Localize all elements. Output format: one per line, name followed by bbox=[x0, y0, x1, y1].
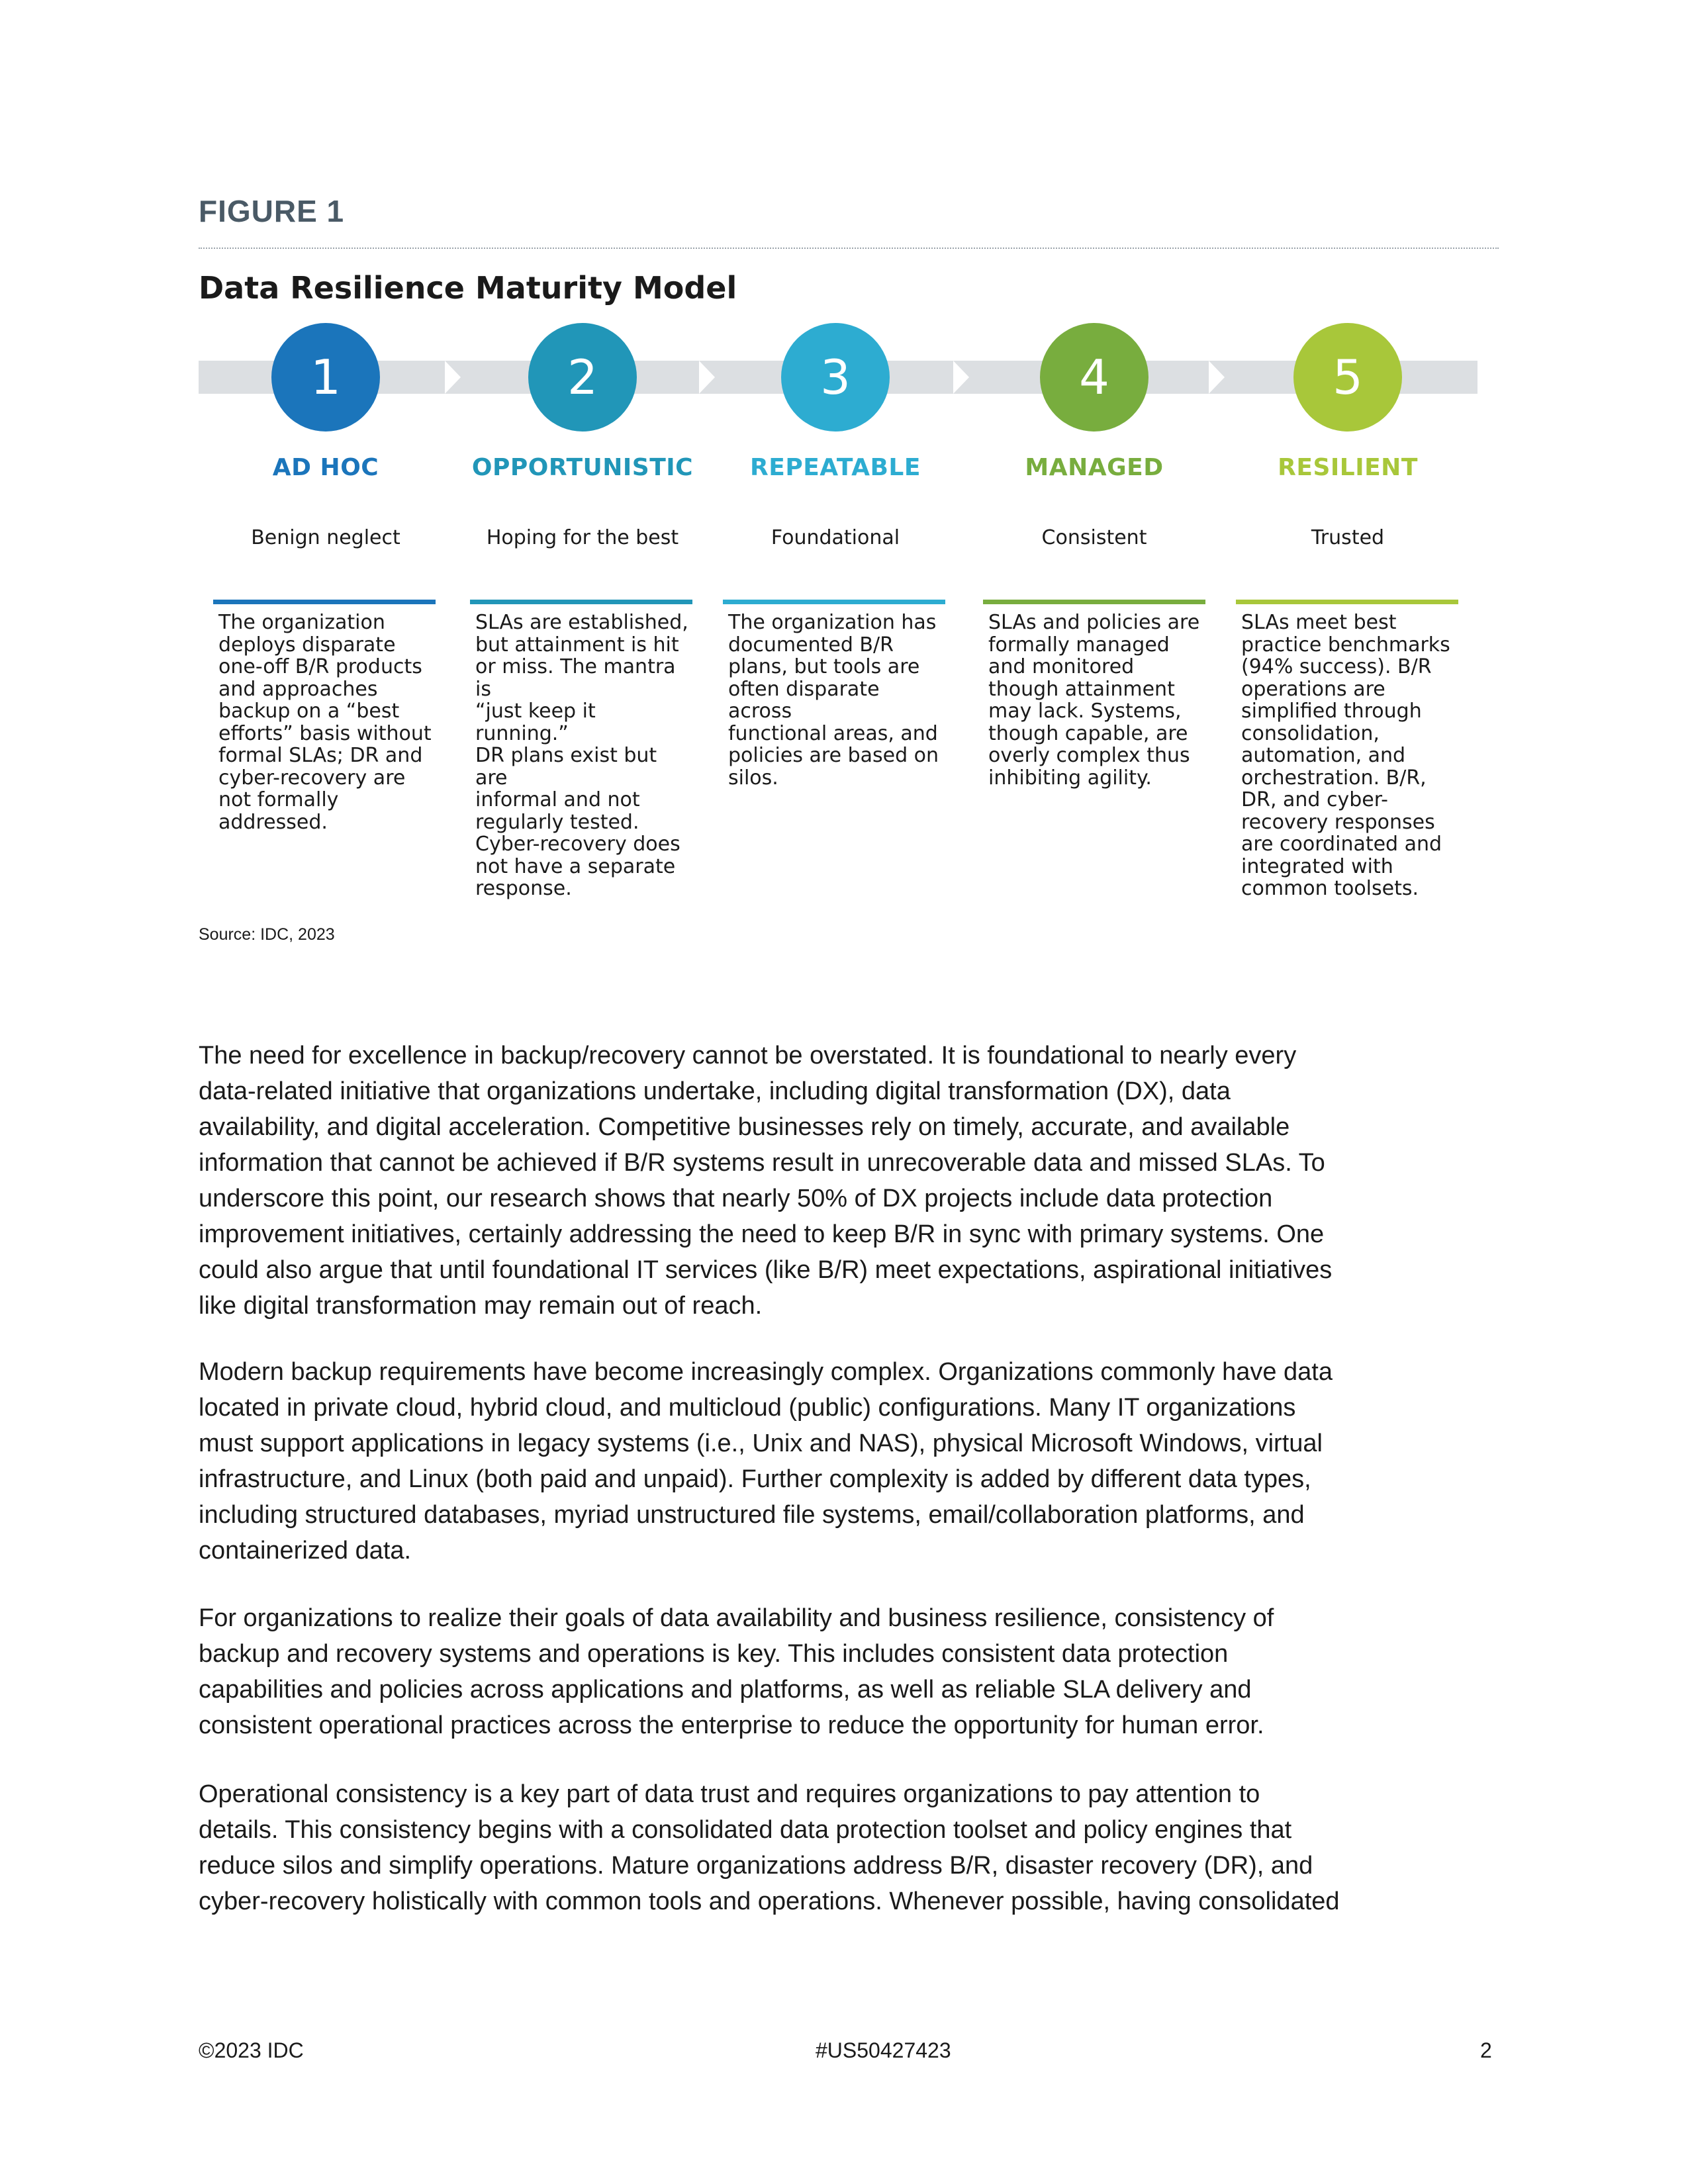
stage-description-line: overly complex thus bbox=[988, 744, 1190, 767]
stage-description-line: backup on a “best bbox=[218, 700, 400, 723]
stage-number-badge: 4 bbox=[1040, 323, 1149, 432]
stage-description-line: The organization bbox=[218, 611, 385, 634]
body-line: availability, and digital acceleration. Competitive businesses rely on timely, accurate, and available bbox=[199, 1113, 1290, 1141]
stage-name: AD HOC bbox=[272, 454, 379, 481]
stage-description-line: plans, but tools are bbox=[728, 655, 920, 678]
stage-description-line: though attainment bbox=[988, 677, 1175, 701]
stage-divider bbox=[213, 600, 436, 604]
stage-description-line: not formally bbox=[218, 788, 339, 811]
body-line: details. This consistency begins with a consolidated data protection toolset and policy engines that bbox=[199, 1816, 1292, 1844]
body-line: For organizations to realize their goals of data availability and business resilience, consistency of bbox=[199, 1604, 1274, 1632]
body-line: including structured databases, myriad unstructured file systems, email/collaboration platforms, and bbox=[199, 1501, 1305, 1529]
stage-name: RESILIENT bbox=[1278, 454, 1418, 481]
figure-divider bbox=[199, 248, 1499, 249]
body-line: like digital transformation may remain out of reach. bbox=[199, 1292, 763, 1320]
stage-description-line: cyber-recovery are bbox=[218, 766, 406, 790]
body-line: containerized data. bbox=[199, 1537, 412, 1565]
stage-description-line: automation, and bbox=[1241, 744, 1406, 767]
stage-description-line: The organization has bbox=[728, 611, 937, 634]
stage-tagline: Foundational bbox=[771, 526, 900, 549]
stage-description-line: orchestration. B/R, bbox=[1241, 766, 1427, 790]
stage-description-line: “just keep it running.” bbox=[475, 700, 596, 745]
body-paragraph bbox=[199, 1354, 1496, 1569]
stage-description-line: and approaches bbox=[218, 677, 378, 701]
stage-tagline: Consistent bbox=[1041, 526, 1147, 549]
figure-label: FIGURE 1 bbox=[199, 194, 345, 228]
stage-divider bbox=[470, 600, 692, 604]
body-line: could also argue that until foundational IT services (like B/R) meet expectations, aspirational initiatives bbox=[199, 1256, 1333, 1284]
stage-description-line: functional areas, and bbox=[728, 721, 938, 745]
band-chevron bbox=[1209, 361, 1225, 394]
stage-description bbox=[728, 612, 947, 789]
stage-description-line: often disparate across bbox=[728, 677, 880, 723]
stage-description-line: (94% success). B/R bbox=[1241, 655, 1432, 678]
stage-description-line: consolidation, bbox=[1241, 721, 1380, 745]
body-line: The need for excellence in backup/recovery cannot be overstated. It is foundational to nearly every bbox=[199, 1042, 1297, 1069]
body-line: data-related initiative that organizations undertake, including digital transformation (DX), data bbox=[199, 1077, 1231, 1105]
stage-number-badge: 2 bbox=[528, 323, 637, 432]
stage-description bbox=[218, 612, 437, 833]
stage-description-line: inhibiting agility. bbox=[988, 766, 1152, 790]
stage-description-line: DR plans exist but are bbox=[475, 744, 657, 790]
stage-description bbox=[1241, 612, 1460, 900]
stage-description bbox=[475, 612, 694, 900]
body-line: infrastructure, and Linux (both paid and unpaid). Further complexity is added by different data types, bbox=[199, 1465, 1311, 1493]
body-line: consistent operational practices across the enterprise to reduce the opportunity for human error. bbox=[199, 1711, 1264, 1739]
body-paragraph bbox=[199, 1776, 1496, 1919]
stage-description-line: efforts” basis without bbox=[218, 721, 432, 745]
footer-copyright: ©2023 IDC bbox=[199, 2038, 304, 2062]
stage-description-line: policies are based on bbox=[728, 744, 939, 767]
body-line: located in private cloud, hybrid cloud, and multicloud (public) configurations. Many IT organizations bbox=[199, 1394, 1296, 1422]
stage-number-badge: 3 bbox=[781, 323, 890, 432]
band-chevron bbox=[445, 361, 461, 394]
stage-description-line: regularly tested. bbox=[475, 810, 639, 834]
stage-description-line: may lack. Systems, bbox=[988, 700, 1182, 723]
stage-description-line: formally managed bbox=[988, 633, 1170, 657]
stage-description-line: deploys disparate bbox=[218, 633, 396, 657]
stage-tagline: Trusted bbox=[1311, 526, 1385, 549]
body-line: reduce silos and simplify operations. Mature organizations address B/R, disaster recovery (DR), and bbox=[199, 1852, 1313, 1880]
stage-tagline: Hoping for the best bbox=[486, 526, 679, 549]
stage-tagline: Benign neglect bbox=[251, 526, 400, 549]
body-paragraph bbox=[199, 1038, 1496, 1324]
stage-description-line: SLAs meet best bbox=[1241, 611, 1397, 634]
stage-description-line: Cyber-recovery does bbox=[475, 833, 680, 856]
stage-description-line: SLAs are established, bbox=[475, 611, 688, 634]
stage-name: REPEATABLE bbox=[750, 454, 921, 481]
stage-description-line: formal SLAs; DR and bbox=[218, 744, 423, 767]
stage-description-line: recovery responses bbox=[1241, 810, 1435, 834]
body-line: cyber-recovery holistically with common tools and operations. Whenever possible, having consolidated bbox=[199, 1888, 1340, 1915]
stage-description-line: addressed. bbox=[218, 810, 328, 834]
stage-name: OPPORTUNISTIC bbox=[471, 454, 694, 481]
stage-description-line: operations are bbox=[1241, 677, 1385, 701]
stage-description-line: DR, and cyber- bbox=[1241, 788, 1388, 811]
stage-description-line: not have a separate bbox=[475, 854, 676, 878]
stage-description-line: practice benchmarks bbox=[1241, 633, 1450, 657]
stage-name: MANAGED bbox=[1025, 454, 1164, 481]
body-line: underscore this point, our research shows that nearly 50% of DX projects include data protection bbox=[199, 1185, 1273, 1212]
band-chevron bbox=[953, 361, 969, 394]
stage-number-badge: 1 bbox=[271, 323, 380, 432]
body-line: improvement initiatives, certainly addressing the need to keep B/R in sync with primary systems. One bbox=[199, 1220, 1325, 1248]
stage-divider bbox=[983, 600, 1205, 604]
body-paragraph bbox=[199, 1600, 1496, 1743]
footer-page-number: 2 bbox=[1480, 2038, 1492, 2062]
stage-description-line: simplified through bbox=[1241, 700, 1422, 723]
stage-description-line: are coordinated and bbox=[1241, 833, 1442, 856]
stage-divider bbox=[1236, 600, 1458, 604]
stage-description-line: integrated with bbox=[1241, 854, 1393, 878]
stage-divider bbox=[723, 600, 945, 604]
body-line: must support applications in legacy systems (i.e., Unix and NAS), physical Microsoft Windows, virtual bbox=[199, 1430, 1323, 1457]
stage-description-line: common toolsets. bbox=[1241, 877, 1419, 900]
body-line: Modern backup requirements have become increasingly complex. Organizations commonly have data bbox=[199, 1358, 1333, 1386]
stage-number-badge: 5 bbox=[1293, 323, 1402, 432]
stage-description-line: SLAs and policies are bbox=[988, 611, 1200, 634]
stage-description-line: silos. bbox=[728, 766, 778, 790]
body-line: capabilities and policies across applications and platforms, as well as reliable SLA delivery and bbox=[199, 1676, 1252, 1704]
stage-description-line: documented B/R bbox=[728, 633, 894, 657]
stage-description-line: response. bbox=[475, 877, 572, 900]
stage-description-line: or miss. The mantra is bbox=[475, 655, 676, 701]
figure-source: Source: IDC, 2023 bbox=[199, 925, 335, 944]
body-line: backup and recovery systems and operations is key. This includes consistent data protection bbox=[199, 1640, 1229, 1668]
band-chevron bbox=[699, 361, 715, 394]
stage-description-line: one-off B/R products bbox=[218, 655, 422, 678]
stage-description-line: though capable, are bbox=[988, 721, 1188, 745]
stage-description-line: but attainment is hit bbox=[475, 633, 679, 657]
figure-title: Data Resilience Maturity Model bbox=[199, 270, 737, 306]
stage-description-line: informal and not bbox=[475, 788, 640, 811]
body-line: Operational consistency is a key part of data trust and requires organizations to pay attention to bbox=[199, 1780, 1260, 1808]
stage-description-line: and monitored bbox=[988, 655, 1135, 678]
body-line: information that cannot be achieved if B/R systems result in unrecoverable data and missed SLAs. To bbox=[199, 1149, 1325, 1177]
stage-description bbox=[988, 612, 1207, 789]
footer-doc-id: #US50427423 bbox=[816, 2038, 951, 2062]
